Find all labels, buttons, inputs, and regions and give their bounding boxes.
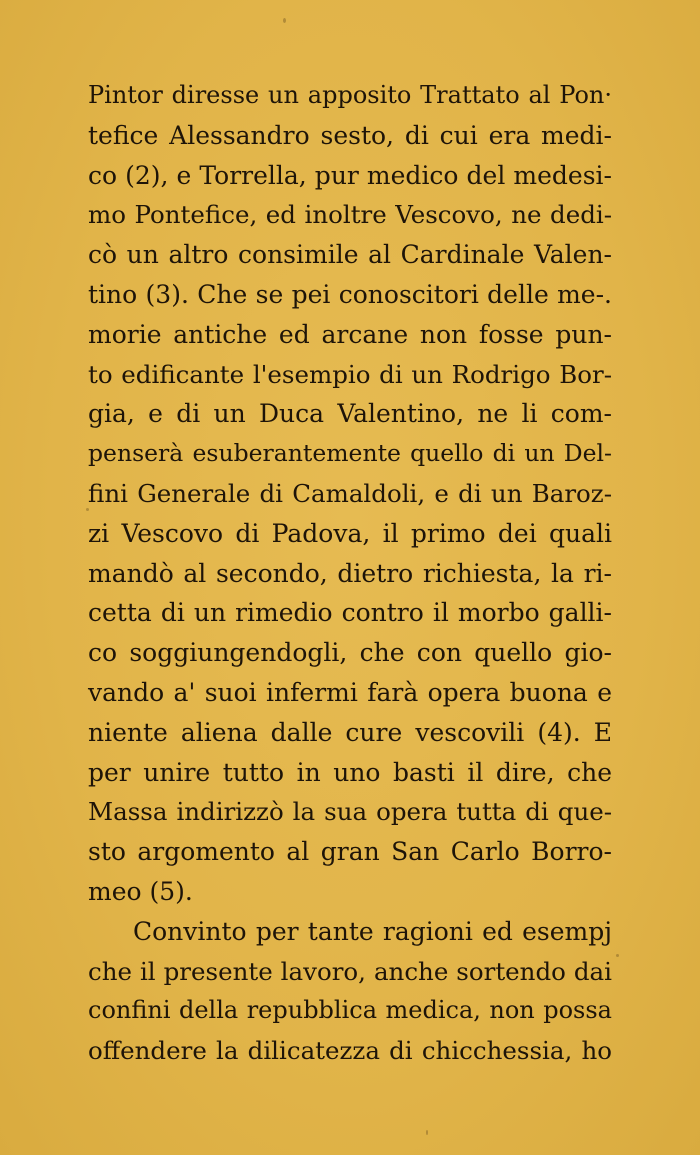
paragraph bbox=[88, 76, 612, 912]
text-line: mo Pontefice, ed inoltre Vescovo, ne dedi- bbox=[88, 200, 612, 230]
text-line: niente aliena dalle cure vescovili (4). E bbox=[88, 717, 612, 747]
text-line: che il presente lavoro, anche sortendo dai bbox=[88, 956, 612, 986]
paragraph bbox=[88, 912, 612, 1071]
text-line: vando a' suoi infermi farà opera buona e bbox=[88, 677, 612, 707]
text-line: morie antiche ed arcane non fosse pun- bbox=[88, 319, 612, 349]
text-line: co soggiungendogli, che con quello gio- bbox=[88, 638, 612, 668]
text-line: mandò al secondo, dietro richiesta, la ri- bbox=[88, 558, 612, 588]
text-line: meo (5). bbox=[88, 876, 193, 906]
text-line: Convinto per tante ragioni ed esempj bbox=[133, 916, 612, 946]
text-line: sto argomento al gran San Carlo Borro- bbox=[88, 837, 612, 867]
body-text bbox=[88, 76, 612, 1071]
text-line: to edificante l'esempio di un Rodrigo Bor- bbox=[88, 359, 612, 389]
text-line: fini Generale di Camaldoli, e di un Baroz- bbox=[88, 478, 612, 508]
text-line: confini della repubblica medica, non possa bbox=[88, 996, 612, 1025]
ink-speck bbox=[616, 954, 619, 957]
text-line: cò un altro consimile al Cardinale Valen- bbox=[88, 240, 612, 270]
text-line: offendere la dilicatezza di chicchessia, ho bbox=[88, 1036, 612, 1066]
text-line: Pintor diresse un apposito Trattato al Pon· bbox=[88, 81, 612, 109]
text-line: gia, e di un Duca Valentino, ne li com- bbox=[88, 399, 612, 429]
text-line: tino (3). Che se pei conoscitori delle me-. bbox=[88, 279, 612, 309]
text-line: zi Vescovo di Padova, il primo dei quali bbox=[88, 518, 612, 548]
ink-speck bbox=[426, 1130, 428, 1135]
text-line: tefice Alessandro sesto, di cui era medi- bbox=[88, 120, 612, 150]
text-line: penserà esuberantemente quello di un Del- bbox=[88, 439, 612, 468]
text-line: per unire tutto in uno basti il dire, che bbox=[88, 757, 612, 787]
text-line: Massa indirizzò la sua opera tutta di que- bbox=[88, 797, 612, 827]
text-line: co (2), e Torrella, pur medico del medesi- bbox=[88, 160, 612, 190]
text-line: cetta di un rimedio contro il morbo galli- bbox=[88, 598, 612, 628]
ink-speck bbox=[283, 18, 286, 23]
